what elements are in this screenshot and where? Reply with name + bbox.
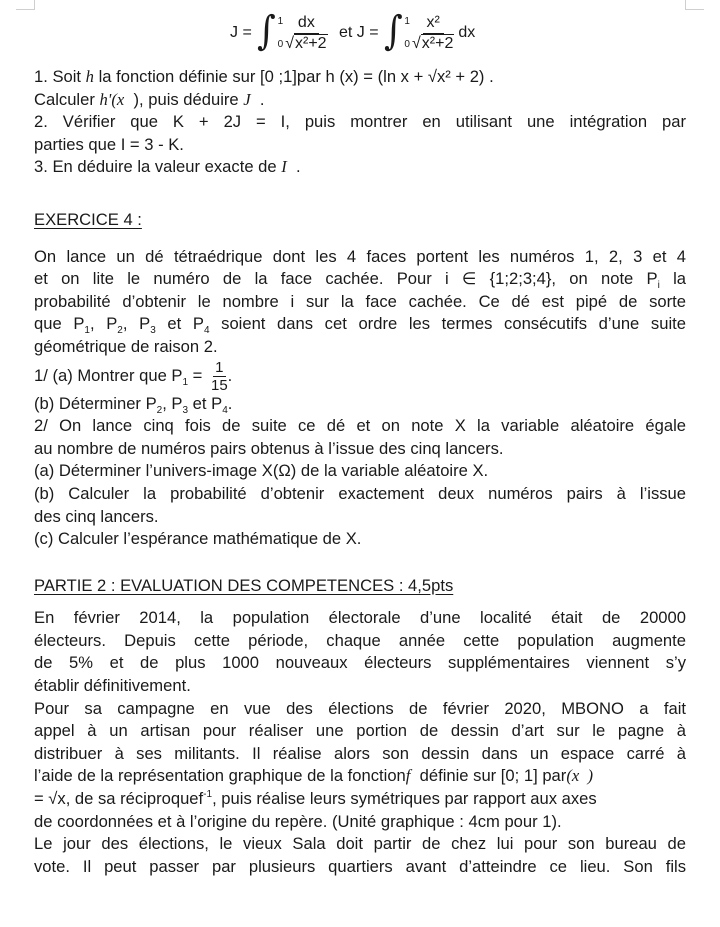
question-1: 1. Soit h la fonction définie sur [0 ;1]par h (x) = (ln x + √x² + 2) . [34,67,494,86]
integral-j: J = ∫ 1 0 $\frac{dx}{\text{√x²+2}}$ [230,8,327,54]
question-2-line2: parties que I = 3 - K. [34,134,184,154]
exercice4-q1a: 1/ (a) Montrer que $P_1$ = $\frac{1}{15}$ . [34,358,233,394]
partie2-paragraph-2: Pour sa campagne en vue des élections de février 2020, MBONO a fait appel à un artisan pour réaliser une portion de dessin d’art sur le pagne à distribuer à ses militants. Il réalise alors son dessin dans un espace carré à l’aide de la représentation graphique de la fonctionf définie sur [0; 1] par(x ) = √x, de sa réciproquef$^{-1}$, puis réalise leurs symétriques par rapport aux axes de coordonnées et à l’origine du repère. (Unité graphique : 4cm pour 1). [34,698,686,831]
integral-sign-icon: ∫ [256,8,276,54]
partie2-paragraph-1: En février 2014, la population électorale d’une localité était de 20000 électeurs. Depuis cette période, chaque année cette population augmente de 5% et de plus 1000 nouveaux électeurs supplémentaires viennent s’y établir définitivement. [34,608,686,696]
integral-definitions [34,0,686,66]
question-1b: Calculer h'(x ), puis déduire J . [34,89,265,109]
exercice4-q2: 2/ On lance cinq fois de suite ce dé et on note X la variable aléatoire égale au nombre de numéros pairs obtenus à l’issue des cinq lancers. (a) Déterminer l’univers-image X(Ω) de la variable aléatoire X. (b) Calculer la probabilité d’obtenir exactement deux numéros pairs à l’issue des cinq lancers. (c) Calculer l’espérance mathématique de X. [34,416,686,549]
fraction: $\frac{1}{15}$ [210,358,228,394]
question-2-line1: 2. Vérifier que K + 2J = I, puis montrer en utilisant une intégration par [34,112,686,132]
partie2-title: PARTIE 2 : EVALUATION DES COMPETENCES : 4,5pts [34,575,454,595]
integral-k: et J = ∫ 1 0 $\frac{\text{x²}}{\text{√x²+2}}$ dx [339,8,476,54]
document-page [34,0,686,878]
crop-mark-top-left [16,0,35,10]
fraction: $\frac{dx}{\text{√x²+2}}$ [285,13,327,52]
integral-sign-icon: ∫ [383,8,403,54]
crop-mark-top-right [685,0,704,10]
question-3: 3. En déduire la valeur exacte de I . [34,157,301,177]
fraction: $\frac{\text{x²}}{\text{√x²+2}}$ [411,13,454,52]
exercice4-title: EXERCICE 4 : [34,209,142,229]
exercice4-q1b: (b) Déterminer $P_2$, $P_3$ et $P_4$. [34,393,233,416]
part1-questions [34,66,686,179]
exercice4-intro: On lance un dé tétraédrique dont les 4 faces portent les numéros 1, 2, 3 et 4 et on lite le numéro de la face cachée. Pour i ∈ {1;2;3;4}, on note $P_i$ la probabilité d’obtenir le nombre i sur la face cachée. Ce dé est pipé de sorte que $P_1$, $P_2$, $P_3$ et $P_4$ soient dans cet ordre les termes consécutifs d’une suite géométrique de raison 2. [34,246,686,356]
partie2-paragraph-3: Le jour des élections, le vieux Sala doit partir de chez lui pour son bureau de vote. Il peut passer par plusieurs quartiers avant d’atteindre ce lieu. Son fils [34,834,686,876]
